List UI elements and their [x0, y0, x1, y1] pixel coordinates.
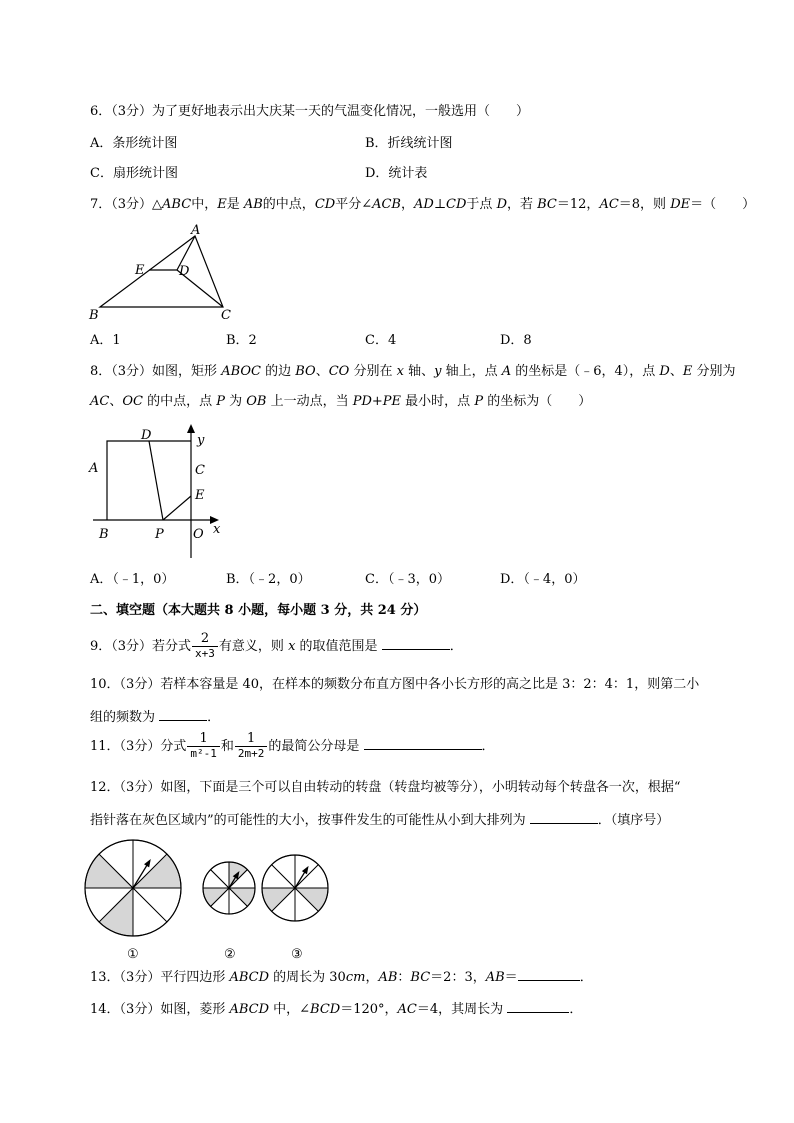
q9-fraction-numerator: 2 — [192, 632, 218, 647]
q8-stem-line1 — [90, 364, 736, 380]
q8-text: 轴、 — [403, 364, 435, 379]
q7-option-a: A．1 — [90, 333, 121, 348]
q11-text: 和 — [220, 739, 234, 754]
q7-label-a: A — [191, 223, 201, 238]
q6-option-d: D．统计表 — [365, 166, 428, 181]
q8-label-c: C — [195, 463, 205, 478]
q7-text: 于点 — [466, 197, 497, 212]
q9-stem — [90, 632, 463, 661]
q13-var: AB — [378, 970, 398, 985]
q8-text: 最小时，点 — [401, 394, 475, 409]
q9-text: 9．（3分）若分式 — [90, 639, 192, 654]
spinner-3 — [262, 855, 328, 921]
spinner-2 — [203, 862, 255, 914]
q7-text: ＝（ ） — [690, 197, 756, 212]
q11-fraction-2-denominator: 2m+2 — [237, 747, 265, 760]
q6-option-a: A．条形统计图 — [90, 136, 178, 151]
q8-text: 的边 — [260, 364, 296, 379]
q10-text: ． — [207, 710, 221, 725]
q8-label-a: A — [89, 461, 99, 476]
q8-rectangle-abco — [107, 441, 191, 520]
q7-option-b: B．2 — [226, 333, 257, 348]
q8-var: y — [434, 364, 442, 379]
q13-var: BC — [410, 970, 431, 985]
q7-num: 7．（3分）△ — [90, 197, 163, 212]
q8-var: E — [682, 364, 693, 379]
q13-unit: cm — [345, 970, 366, 985]
q13-text: ， — [365, 970, 379, 985]
q14-answer-blank[interactable] — [507, 1000, 569, 1013]
q8-text: 上一动点，当 — [266, 394, 353, 409]
q9-var: x — [288, 639, 296, 654]
q14-var: BCD — [310, 1002, 341, 1017]
q8-var: P — [216, 394, 225, 409]
q7-option-c: C．4 — [365, 333, 397, 348]
q12-spinner-figure — [85, 836, 345, 964]
q7-var: BC — [537, 197, 557, 212]
q9-text: 的取值范围是 — [295, 639, 378, 654]
q8-var: CO — [328, 364, 350, 379]
q11-fraction-2-numerator: 1 — [235, 732, 268, 747]
q8-segment-pe — [163, 496, 191, 520]
q7-text: ⊥ — [433, 197, 447, 212]
q8-var: x — [396, 364, 404, 379]
q7-text: 中， — [191, 197, 218, 212]
q8-label-p: P — [155, 527, 164, 542]
q8-text: 为 — [224, 394, 247, 409]
q7-var: AD — [414, 197, 434, 212]
q13-text: 13．（3分）平行四边形 — [90, 970, 230, 985]
q7-text: ，若 — [507, 197, 538, 212]
q8-text: 、 — [109, 394, 123, 409]
q7-text: 平分∠ — [335, 197, 373, 212]
q14-stem — [90, 1000, 582, 1018]
q7-label-c: C — [221, 308, 231, 323]
q9-fraction — [192, 632, 218, 661]
q8-var: P — [474, 394, 484, 409]
q8-y-arrow — [187, 424, 195, 433]
q13-text: ＝ — [504, 970, 518, 985]
q9-text: 有意义，则 — [218, 639, 289, 654]
q14-text: 中，∠ — [269, 1002, 311, 1017]
q13-answer-blank[interactable] — [518, 968, 580, 981]
q7-text: 是 — [226, 197, 244, 212]
q8-option-a: A．（﹣1，0） — [90, 572, 175, 587]
q7-label-e: E — [135, 263, 145, 278]
q7-var: AC — [599, 197, 619, 212]
q14-text: ＝120°， — [340, 1002, 398, 1017]
q14-text: 14．（3分）如图，菱形 — [90, 1002, 230, 1017]
q12-answer-blank[interactable] — [530, 811, 598, 824]
q8-text: 分别为 — [692, 364, 736, 379]
q6-stem: 6．（3分）为了更好地表示出大庆某一天的气温变化情况，一般选用（ ） — [90, 104, 530, 119]
q8-text: 8．（3分）如图，矩形 — [90, 364, 222, 379]
q8-coordinate-figure — [85, 422, 235, 562]
q7-label-d: D — [179, 264, 190, 279]
q7-triangle-abc — [100, 236, 223, 307]
q7-var: E — [217, 197, 227, 212]
q8-label-y: y — [197, 433, 205, 448]
q9-text: ． — [449, 639, 463, 654]
spinner-3-label: ③ — [291, 947, 303, 962]
q7-var: CD — [314, 197, 336, 212]
section-heading-fill-in: 二、填空题（本大题共 8 小题，每小题 3 分，共 24 分） — [90, 603, 427, 618]
q7-var: AB — [243, 197, 263, 212]
q13-text: 的周长为 30 — [269, 970, 346, 985]
spinner-1 — [85, 840, 181, 936]
q8-text: 的中点，点 — [142, 394, 217, 409]
q7-triangle-figure — [85, 222, 245, 322]
q7-var: D — [496, 197, 507, 212]
q9-answer-blank[interactable] — [382, 637, 450, 650]
spinner-1-label: ① — [127, 947, 139, 962]
q11-fraction-2 — [235, 732, 268, 761]
q7-label-b: B — [89, 308, 99, 323]
q6-option-c: C．扇形统计图 — [90, 166, 178, 181]
q8-var: BO — [295, 364, 316, 379]
q13-text: ： — [397, 970, 411, 985]
q8-var: D — [659, 364, 670, 379]
q8-var: OC — [122, 394, 143, 409]
q11-stem — [90, 732, 495, 761]
q8-text: 的坐标是（﹣6，4），点 — [511, 364, 660, 379]
q8-var: AC — [90, 394, 110, 409]
q8-label-d: D — [141, 428, 152, 443]
q7-var: ACB — [372, 197, 401, 212]
q10-text: 组的频数为 — [90, 710, 156, 725]
q11-fraction-1-denominator: m²-1 — [190, 747, 217, 760]
q8-option-d: D．（﹣4，0） — [500, 572, 586, 587]
q8-var: OB — [246, 394, 267, 409]
q14-var: ABCD — [229, 1002, 270, 1017]
q12-stem-line1: 12．（3分）如图，下面是三个可以自由转动的转盘（转盘均被等分），小明转动每个转盘各一次，根据“ — [90, 780, 681, 795]
q8-label-e: E — [195, 488, 205, 503]
q8-text: 、 — [669, 364, 683, 379]
q13-var: AB — [485, 970, 505, 985]
q8-text: 的坐标为（ ） — [483, 394, 592, 409]
q11-fraction-1 — [187, 732, 220, 761]
q10-stem-line2 — [90, 708, 220, 726]
q8-text: 分别在 — [349, 364, 397, 379]
q12-text: ．（填序号） — [597, 813, 670, 828]
q8-var: ABOC — [221, 364, 261, 379]
q11-text: 11．（3分）分式 — [90, 739, 187, 754]
q7-option-d: D．8 — [500, 333, 532, 348]
q10-answer-blank[interactable] — [159, 708, 207, 721]
q7-var: DE — [670, 197, 691, 212]
q8-label-o: O — [193, 527, 204, 542]
q11-answer-blank[interactable] — [364, 737, 482, 750]
q8-label-x: x — [213, 522, 221, 537]
q12-text: 指针落在灰色区域内”的可能性的大小，按事件发生的可能性从小到大排列为 — [90, 813, 526, 828]
q7-stem — [90, 197, 755, 213]
q8-var: PD+PE — [352, 394, 402, 409]
q11-text: 的最简公分母是 — [268, 739, 360, 754]
q6-option-b: B．折线统计图 — [365, 136, 453, 151]
q7-var: CD — [446, 197, 467, 212]
q7-text: ＝8，则 — [618, 197, 671, 212]
q8-label-b: B — [99, 527, 109, 542]
q7-var: ABC — [162, 197, 192, 212]
q12-stem-line2 — [90, 811, 669, 829]
q7-text: ， — [400, 197, 414, 212]
q13-var: ABCD — [229, 970, 270, 985]
q7-text: ＝12， — [556, 197, 600, 212]
q8-text: 轴上，点 — [441, 364, 502, 379]
q8-var: A — [501, 364, 512, 379]
q14-text: ． — [569, 1002, 583, 1017]
spinner-2-label: ② — [224, 947, 236, 962]
q7-text: 的中点， — [262, 197, 315, 212]
q8-option-b: B．（﹣2，0） — [226, 572, 311, 587]
q14-var: AC — [397, 1002, 417, 1017]
q14-text: ＝4，其周长为 — [416, 1002, 504, 1017]
q13-stem — [90, 968, 593, 986]
q11-fraction-1-numerator: 1 — [187, 732, 220, 747]
q13-text: ． — [579, 970, 593, 985]
q8-segment-pd — [149, 441, 163, 520]
q9-fraction-denominator: x+3 — [195, 647, 215, 660]
q10-stem-line1: 10．（3分）若样本容量是 40，在样本的频数分布直方图中各小长方形的高之比是 3：2：4：1，则第二小 — [90, 677, 700, 692]
q11-text: ． — [481, 739, 495, 754]
q8-stem-line2 — [90, 394, 591, 410]
q13-text: ＝2：3， — [430, 970, 486, 985]
q8-text: 、 — [315, 364, 329, 379]
q8-option-c: C．（﹣3，0） — [365, 572, 450, 587]
